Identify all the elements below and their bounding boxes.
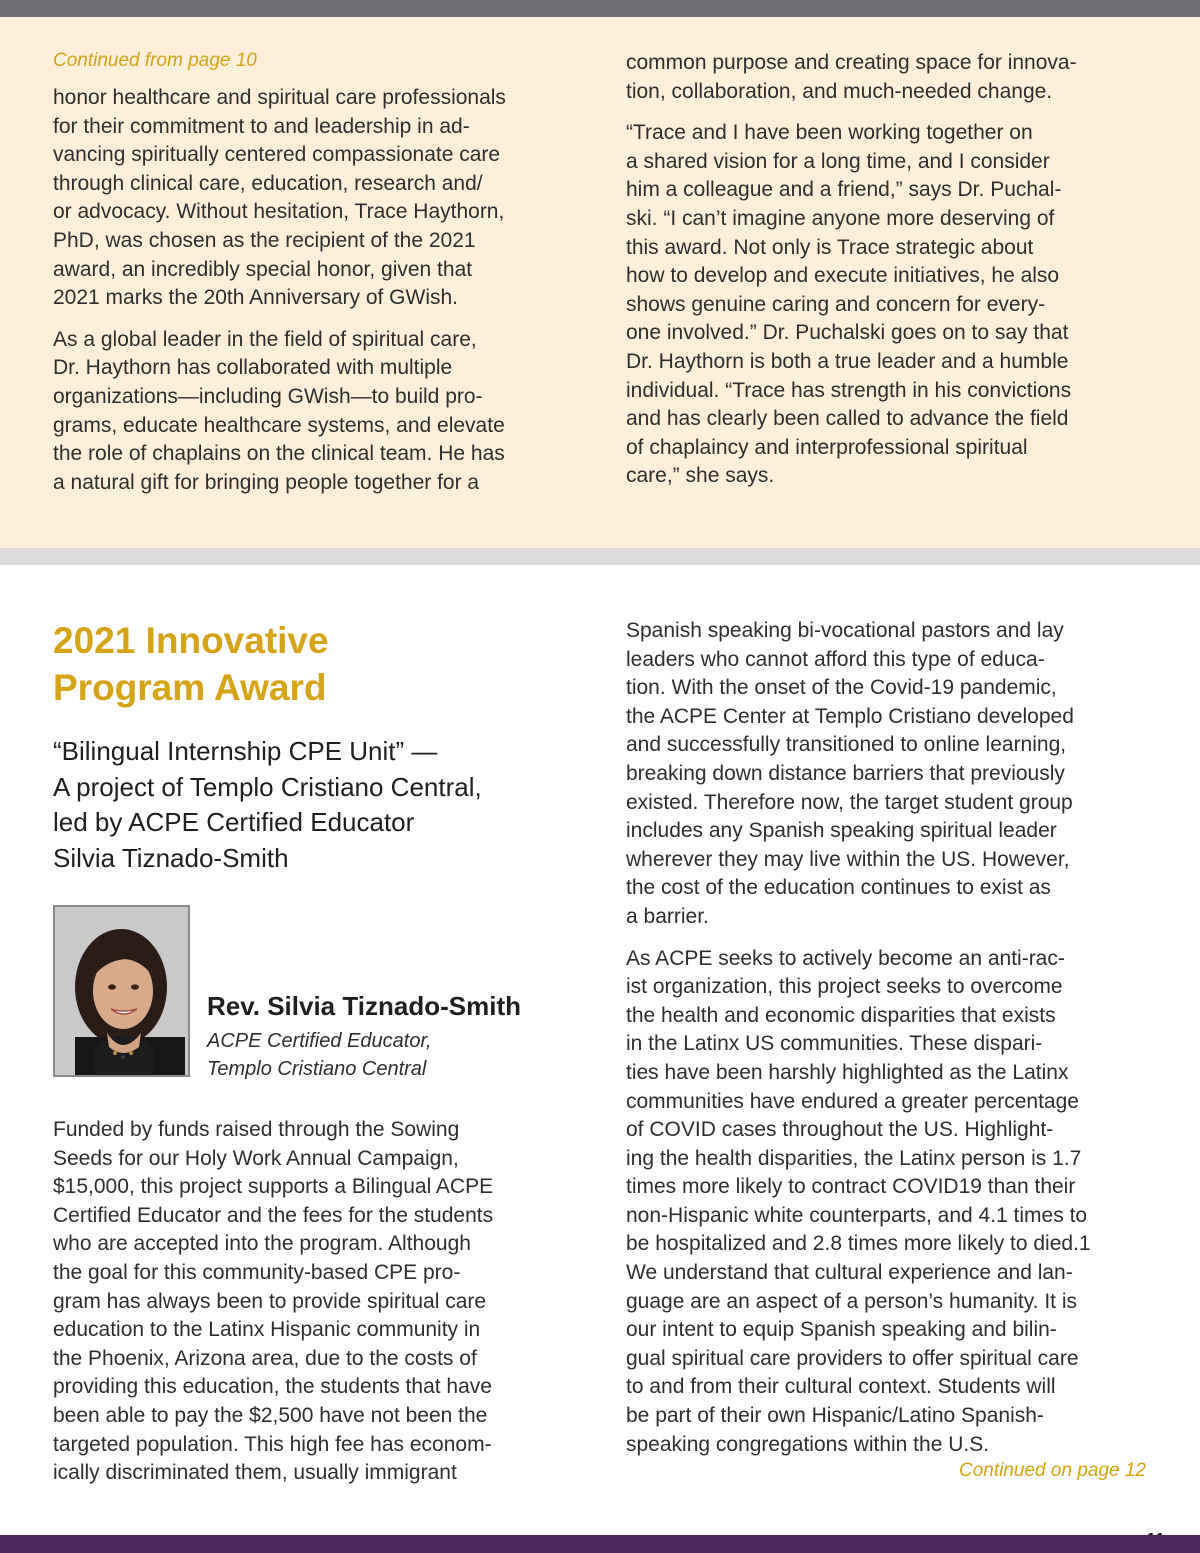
top-right-paragraph-2: “Trace and I have been working together on a shared vision for a long time, and I consider him a colleague and a friend,” says Dr. Puchal- ski. “I can’t imagine anyone more deserving of this award. Not only is Trace strategic about how to develop and execute initiatives, he also shows genuine caring and concern for every- one involved.” Dr. Puchalski goes on to say that Dr. Haythorn is both a true leader and a humble individual. “Trace has strength in his convictions and has clearly been called to advance the field of chaplaincy and interprofessional spiritual care,” she says. — [626, 121, 1072, 488]
top-band — [0, 0, 1200, 17]
person-role: ACPE Certified Educator, Templo Cristiano Central — [207, 1030, 432, 1080]
award-right-paragraph-1: Spanish speaking bi-vocational pastors and lay leaders who cannot afford this type of educa- tion. With the onset of the Covid-19 pandemic, the ACPE Center at Templo Cristiano developed and successfully transitioned to online learning, breaking down distance barriers that previously existed. Therefore now, the target student group includes any Spanish speaking spiritual leader wherever they may live within the US. However, the cost of the education continues to exist as a barrier. — [626, 619, 1074, 928]
section-divider — [0, 548, 1200, 565]
award-heading-block — [53, 617, 593, 876]
top-left-paragraph-2: As a global leader in the field of spiritual care, Dr. Haythorn has collaborated with multiple organizations—including GWish—to build pro- grams, educate healthcare systems, and elevate the role of chaplains on the clinical team. He has a natural gift for bringing people together for a — [53, 327, 505, 494]
award-right-paragraph-2: As ACPE seeks to actively become an anti-rac- ist organization, this project seeks to overcome the health and economic disparities that exists in the Latinx US communities. These dispari- ties have been harshly highlighted as the Latinx communities have endured a greater percentage of COVID cases throughout the US. Highlight- ing the health disparities, the Latinx person is 1.7 times more likely to contract COVID19 than their non-Hispanic white counterparts, and 4.1 times to be hospitalized and 2.8 times more likely to died.1 We understand that cultural experience and lan- guage are an aspect of a person’s humanity. It is our intent to equip Spanish speaking and bilin- gual spiritual care providers to offer spiritual care to and from their cultural context. Students will be part of their own Hispanic/Latino Spanish- speaking congregations within the U.S. — [626, 946, 1091, 1456]
award-left-column — [53, 1116, 593, 1488]
top-left-paragraph-1: honor healthcare and spiritual care professionals for their commitment to and leadership in ad- vancing spiritually centered compassionate care through clinical care, education, research and/ or advocacy. Without hesitation, Trace Haythorn, PhD, was chosen as the recipient of the 2021 award, an incredibly special honor, given that 2021 marks the 20th Anniversary of GWish. — [53, 86, 506, 310]
top-right-paragraph-1: common purpose and creating space for innova- tion, collaboration, and much-needed change. — [626, 51, 1077, 103]
award-title: 2021 Innovative Program Award — [53, 620, 329, 708]
award-right-column — [626, 617, 1166, 1459]
award-left-paragraph: Funded by funds raised through the Sowing Seeds for our Holy Work Annual Campaign, $15,000, this project supports a Bilingual ACPE Certified Educator and the fees for the students who are accepted into the program. Although the goal for this community-based CPE pro- gram has always been to provide spiritual care education to the Latinx Hispanic community in the Phoenix, Arizona area, due to the costs of providing this education, the students that have been able to pay the $2,500 have not been the targeted population. This high fee has econom- ically discriminated them, usually immigrant — [53, 1118, 494, 1485]
award-subtitle: “Bilingual Internship CPE Unit” — A project of Templo Cristiano Central, led by ACPE Certified Educator Silvia Tiznado-Smith — [53, 736, 482, 873]
person-caption — [207, 991, 587, 1083]
bottom-band — [0, 1535, 1200, 1553]
portrait-photo-icon — [53, 905, 190, 1077]
top-right-column — [626, 49, 1166, 491]
top-left-column — [53, 50, 583, 497]
continued-on-label: Continued on page 12 — [959, 1460, 1146, 1481]
person-name: Rev. Silvia Tiznado-Smith — [207, 991, 521, 1021]
continued-from-label: Continued from page 10 — [53, 50, 257, 71]
